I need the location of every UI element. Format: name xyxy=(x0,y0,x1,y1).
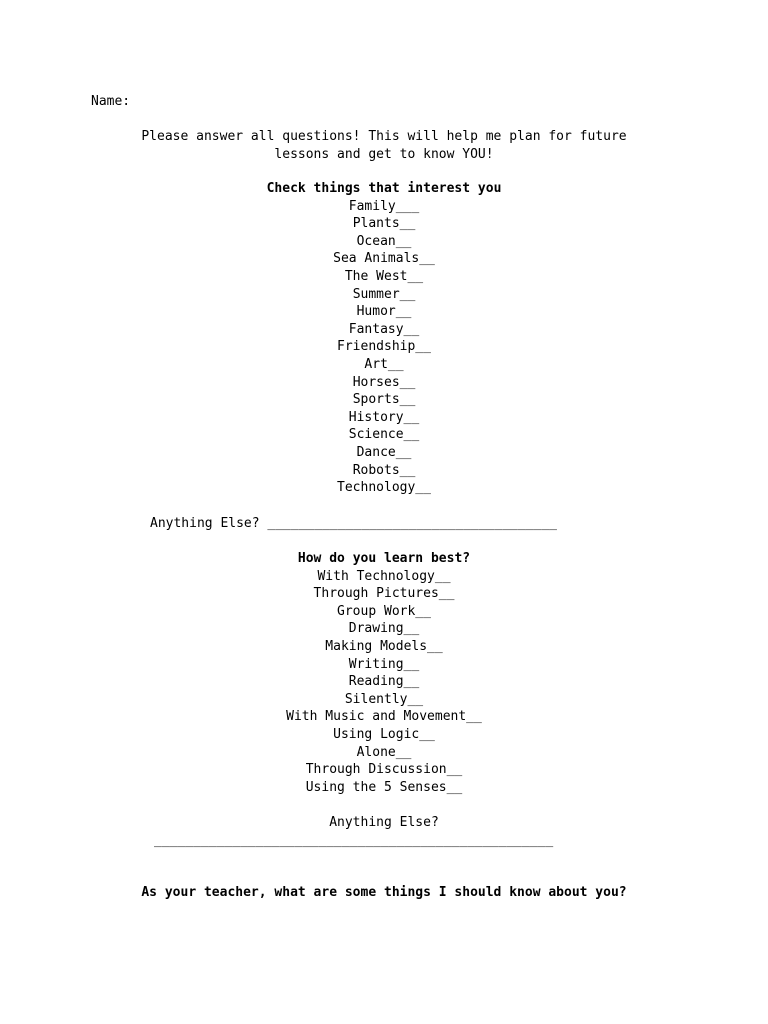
list-item: With Music and Movement__ xyxy=(286,709,482,725)
list-item: Group Work__ xyxy=(337,603,431,619)
list-item: Drawing__ xyxy=(348,621,420,637)
interests-anything-else: Anything Else? _____________________________________ xyxy=(150,516,557,531)
list-item: Alone__ xyxy=(356,744,412,760)
list-item: The West__ xyxy=(344,268,424,284)
learning-anything-else-line: ___________________________________________________ xyxy=(154,833,554,848)
list-item: Friendship__ xyxy=(337,339,431,355)
list-item: Plants__ xyxy=(352,216,416,232)
list-item: Robots__ xyxy=(352,462,416,478)
list-item: Fantasy__ xyxy=(348,321,420,337)
list-item: With Technology__ xyxy=(317,568,451,584)
learning-list xyxy=(0,568,768,797)
list-item: Through Discussion__ xyxy=(305,762,463,778)
list-item: Dance__ xyxy=(356,444,412,460)
intro-text xyxy=(0,128,768,163)
list-item: Reading__ xyxy=(348,674,420,690)
list-item: Horses__ xyxy=(352,374,416,390)
list-item: Art__ xyxy=(364,356,404,372)
learning-heading: How do you learn best? xyxy=(297,551,471,566)
list-item: Technology__ xyxy=(337,480,431,496)
intro-line-1: Please answer all questions! This will help me plan for future xyxy=(141,129,627,144)
final-question: As your teacher, what are some things I should know about you? xyxy=(141,885,627,900)
learning-anything-else-label: Anything Else? xyxy=(329,815,439,830)
list-item: Sports__ xyxy=(352,392,416,408)
list-item: Writing__ xyxy=(348,656,420,672)
learning-section xyxy=(0,550,768,796)
list-item: History__ xyxy=(348,409,420,425)
list-item: Making Models__ xyxy=(325,638,443,654)
list-item: Science__ xyxy=(348,427,420,443)
interests-heading: Check things that interest you xyxy=(266,181,502,196)
list-item: Using Logic__ xyxy=(333,726,435,742)
list-item: Summer__ xyxy=(352,286,416,302)
list-item: Humor__ xyxy=(356,304,412,320)
list-item: Using the 5 Senses__ xyxy=(305,779,463,795)
list-item: Ocean__ xyxy=(356,233,412,249)
intro-line-2: lessons and get to know YOU! xyxy=(274,146,494,162)
list-item: Through Pictures__ xyxy=(313,586,455,602)
list-item: Sea Animals__ xyxy=(333,251,435,267)
name-label: Name: xyxy=(91,94,131,109)
interests-list xyxy=(0,198,768,497)
list-item: Family___ xyxy=(348,198,420,214)
interests-section xyxy=(0,180,768,497)
list-item: Silently__ xyxy=(344,691,424,707)
